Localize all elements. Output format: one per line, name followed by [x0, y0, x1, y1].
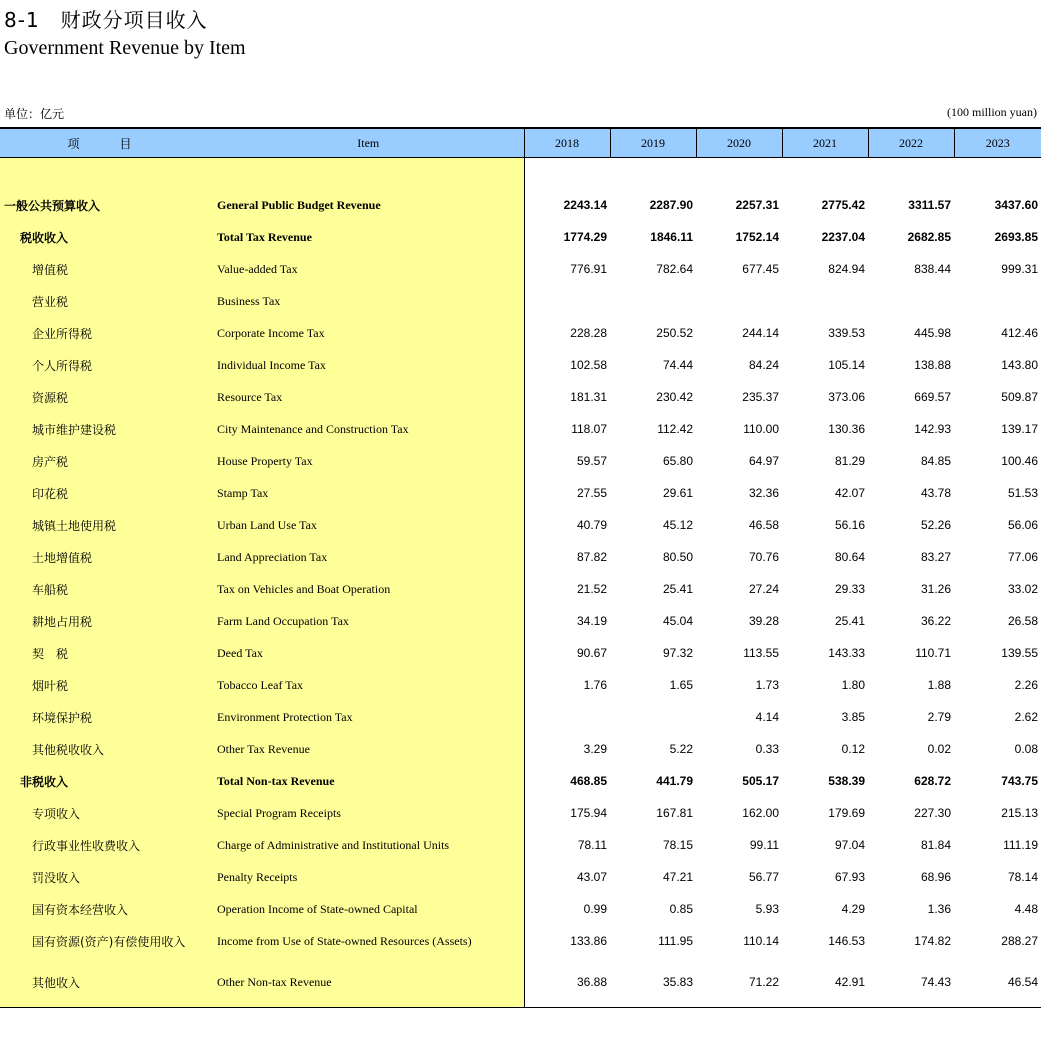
value-cell: 3.85	[841, 710, 865, 724]
value-cell: 97.32	[662, 646, 693, 660]
value-cell	[524, 701, 610, 733]
value-cell: 373.06	[828, 390, 865, 404]
value-cell: 81.84	[920, 838, 951, 852]
value-cell	[782, 285, 868, 317]
value-cell: 71.22	[696, 957, 782, 1008]
value-cell: 65.80	[662, 454, 693, 468]
header-year: 2023	[954, 128, 1041, 158]
row-label-cn: 其他收入	[0, 957, 213, 1008]
value-cell: 99.11	[749, 838, 779, 852]
value-cell: 2243.14	[563, 198, 607, 212]
row-label-en: Tobacco Leaf Tax	[213, 669, 524, 701]
value-cell: 130.36	[828, 422, 865, 436]
value-cell: 26.58	[1007, 614, 1038, 628]
row-label-cn: 房产税	[0, 445, 213, 477]
value-cell: 2775.42	[821, 198, 865, 212]
value-cell: 43.07	[576, 870, 607, 884]
value-cell: 0.99	[583, 902, 607, 916]
table-body	[0, 158, 1041, 1008]
header-year: 2021	[782, 128, 868, 158]
value-cell	[524, 285, 610, 317]
value-cell: 139.17	[1001, 422, 1038, 436]
row-label-cn: 非税收入	[0, 765, 213, 797]
value-cell: 83.27	[920, 550, 951, 564]
table-row	[0, 765, 1041, 797]
value-cell: 146.53	[828, 934, 865, 948]
value-cell: 174.82	[914, 934, 951, 948]
value-cell: 36.22	[920, 614, 951, 628]
row-label-en: Deed Tax	[213, 637, 524, 669]
table-row	[0, 445, 1041, 477]
row-label-cn: 专项收入	[0, 797, 213, 829]
value-cell: 4.14	[755, 710, 779, 724]
value-cell: 3437.60	[994, 198, 1038, 212]
value-cell: 110.71	[915, 646, 951, 660]
value-cell: 250.52	[656, 326, 693, 340]
row-label-en: Environment Protection Tax	[213, 701, 524, 733]
value-cell: 2.26	[1014, 678, 1038, 692]
table-row	[0, 573, 1041, 605]
value-cell: 97.04	[834, 838, 865, 852]
row-label-cn: 罚没收入	[0, 861, 213, 893]
value-cell: 1752.14	[735, 230, 779, 244]
table-row	[0, 733, 1041, 765]
row-label-en: Other Tax Revenue	[213, 733, 524, 765]
value-cell	[954, 285, 1041, 317]
row-label-en: Business Tax	[213, 285, 524, 317]
spacer-row	[0, 158, 1041, 190]
value-cell: 3.29	[583, 742, 607, 756]
value-cell: 25.41	[662, 582, 693, 596]
row-label-en: Resource Tax	[213, 381, 524, 413]
value-cell: 113.55	[743, 646, 779, 660]
table-row	[0, 477, 1041, 509]
value-cell: 824.94	[828, 262, 865, 276]
value-cell: 27.55	[576, 486, 607, 500]
row-label-en: Farm Land Occupation Tax	[213, 605, 524, 637]
row-label-cn: 车船税	[0, 573, 213, 605]
table-row	[0, 957, 1041, 1008]
table-row	[0, 701, 1041, 733]
value-cell: 112.42	[657, 422, 693, 436]
value-cell: 505.17	[742, 774, 779, 788]
row-label-cn: 资源税	[0, 381, 213, 413]
row-label-en: Other Non-tax Revenue	[213, 957, 524, 1008]
value-cell: 1.88	[927, 678, 951, 692]
value-cell: 74.44	[662, 358, 693, 372]
value-cell: 80.64	[834, 550, 865, 564]
value-cell: 110.00	[743, 422, 779, 436]
header-year: 2020	[696, 128, 782, 158]
row-label-cn: 契 税	[0, 637, 213, 669]
value-cell: 74.43	[868, 957, 954, 1008]
row-label-cn: 一般公共预算收入	[0, 189, 213, 221]
value-cell: 339.53	[828, 326, 865, 340]
value-cell: 5.22	[669, 742, 693, 756]
value-cell: 0.12	[841, 742, 865, 756]
unit-label-en: (100 million yuan)	[947, 105, 1037, 119]
table-row	[0, 221, 1041, 253]
row-label-en: Tax on Vehicles and Boat Operation	[213, 573, 524, 605]
value-cell: 230.42	[656, 390, 693, 404]
value-cell: 628.72	[914, 774, 951, 788]
table-row	[0, 637, 1041, 669]
value-cell	[610, 701, 696, 733]
value-cell: 64.97	[748, 454, 779, 468]
value-cell: 838.44	[914, 262, 951, 276]
value-cell: 39.28	[748, 614, 779, 628]
row-label-en: Penalty Receipts	[213, 861, 524, 893]
value-cell: 43.78	[920, 486, 951, 500]
row-label-en: Individual Income Tax	[213, 349, 524, 381]
row-label-cn: 增值税	[0, 253, 213, 285]
row-label-en: Total Tax Revenue	[213, 221, 524, 253]
value-cell: 84.24	[748, 358, 779, 372]
value-cell: 167.81	[656, 806, 693, 820]
row-label-cn: 行政事业性收费收入	[0, 829, 213, 861]
row-label-en: Land Appreciation Tax	[213, 541, 524, 573]
table-row	[0, 829, 1041, 861]
value-cell: 1.36	[927, 902, 951, 916]
value-cell: 78.11	[577, 838, 607, 852]
value-cell: 138.88	[914, 358, 951, 372]
value-cell: 1.65	[669, 678, 693, 692]
value-cell: 77.06	[1007, 550, 1038, 564]
value-cell: 40.79	[576, 518, 607, 532]
value-cell: 2682.85	[907, 230, 951, 244]
value-cell: 52.26	[920, 518, 951, 532]
value-cell: 776.91	[570, 262, 607, 276]
page-title-cn: 8-1 财政分项目收入	[4, 8, 208, 32]
value-cell: 2287.90	[649, 198, 693, 212]
value-cell: 215.13	[1001, 806, 1038, 820]
revenue-table	[0, 127, 1041, 1008]
value-cell: 27.24	[748, 582, 779, 596]
value-cell: 142.93	[914, 422, 951, 436]
row-label-cn: 耕地占用税	[0, 605, 213, 637]
header-item-en: Item	[213, 128, 524, 158]
value-cell: 445.98	[914, 326, 951, 340]
value-cell: 162.00	[742, 806, 779, 820]
value-cell: 87.82	[576, 550, 607, 564]
value-cell: 3311.57	[908, 198, 951, 212]
row-label-cn: 城镇土地使用税	[0, 509, 213, 541]
table-row	[0, 189, 1041, 221]
value-cell: 244.14	[742, 326, 779, 340]
table-row	[0, 413, 1041, 445]
value-cell: 111.19	[1003, 838, 1038, 852]
value-cell: 179.69	[828, 806, 865, 820]
row-label-en: City Maintenance and Construction Tax	[213, 413, 524, 445]
value-cell: 228.28	[570, 326, 607, 340]
value-cell	[696, 285, 782, 317]
table-row	[0, 381, 1041, 413]
row-label-en: General Public Budget Revenue	[213, 189, 524, 221]
row-label-en: House Property Tax	[213, 445, 524, 477]
value-cell: 412.46	[1001, 326, 1038, 340]
row-label-en: Total Non-tax Revenue	[213, 765, 524, 797]
row-label-cn: 城市维护建设税	[0, 413, 213, 445]
table-row	[0, 285, 1041, 317]
row-label-cn: 企业所得税	[0, 317, 213, 349]
value-cell: 4.29	[841, 902, 865, 916]
value-cell: 743.75	[1001, 774, 1038, 788]
value-cell: 46.54	[954, 957, 1041, 1008]
value-cell	[610, 285, 696, 317]
value-cell: 227.30	[914, 806, 951, 820]
unit-label-cn: 单位：亿元	[4, 107, 65, 121]
table-row	[0, 349, 1041, 381]
value-cell: 2.79	[927, 710, 951, 724]
value-cell: 441.79	[656, 774, 693, 788]
value-cell: 1846.11	[650, 230, 693, 244]
value-cell: 78.15	[662, 838, 693, 852]
row-label-cn: 国有资本经营收入	[0, 893, 213, 925]
page-title-en: Government Revenue by Item	[4, 37, 246, 59]
row-label-en: Operation Income of State-owned Capital	[213, 893, 524, 925]
value-cell: 677.45	[742, 262, 779, 276]
value-cell: 999.31	[1001, 262, 1038, 276]
value-cell: 47.21	[662, 870, 693, 884]
value-cell: 42.91	[782, 957, 868, 1008]
row-label-cn: 印花税	[0, 477, 213, 509]
value-cell: 2237.04	[821, 230, 865, 244]
row-label-en: Special Program Receipts	[213, 797, 524, 829]
value-cell: 29.33	[834, 582, 865, 596]
row-label-cn: 个人所得税	[0, 349, 213, 381]
header-year: 2022	[868, 128, 954, 158]
table-header-row	[0, 128, 1041, 158]
value-cell: 1774.29	[563, 230, 607, 244]
table-row	[0, 861, 1041, 893]
row-label-cn: 烟叶税	[0, 669, 213, 701]
table-row	[0, 925, 1041, 957]
value-cell: 70.76	[748, 550, 779, 564]
row-label-cn: 土地增值税	[0, 541, 213, 573]
value-cell: 133.86	[570, 934, 607, 948]
value-cell: 118.07	[571, 422, 607, 436]
value-cell: 33.02	[1007, 582, 1038, 596]
value-cell: 0.85	[669, 902, 693, 916]
header-year: 2018	[524, 128, 610, 158]
value-cell: 111.95	[658, 934, 693, 948]
value-cell: 782.64	[656, 262, 693, 276]
value-cell: 105.14	[828, 358, 865, 372]
header-item-cn: 项 目	[0, 128, 213, 158]
value-cell: 51.53	[1007, 486, 1038, 500]
value-cell: 181.31	[570, 390, 607, 404]
row-label-cn: 其他税收收入	[0, 733, 213, 765]
table-row	[0, 317, 1041, 349]
value-cell: 25.41	[834, 614, 865, 628]
revenue-table-container	[0, 127, 1041, 1008]
row-label-en: Charge of Administrative and Institutional Units	[213, 829, 524, 861]
value-cell: 143.80	[1001, 358, 1038, 372]
value-cell: 90.67	[576, 646, 607, 660]
value-cell: 175.94	[570, 806, 607, 820]
row-label-en: Value-added Tax	[213, 253, 524, 285]
value-cell: 669.57	[914, 390, 951, 404]
value-cell: 56.06	[1007, 518, 1038, 532]
table-row	[0, 893, 1041, 925]
value-cell: 0.33	[755, 742, 779, 756]
value-cell: 538.39	[828, 774, 865, 788]
value-cell: 235.37	[742, 390, 779, 404]
value-cell: 288.27	[1001, 934, 1038, 948]
value-cell: 31.26	[920, 582, 951, 596]
value-cell: 34.19	[576, 614, 607, 628]
value-cell: 2257.31	[735, 198, 779, 212]
value-cell: 67.93	[834, 870, 865, 884]
value-cell	[868, 285, 954, 317]
table-row	[0, 605, 1041, 637]
value-cell: 4.48	[1014, 902, 1038, 916]
value-cell: 139.55	[1001, 646, 1038, 660]
value-cell: 0.02	[927, 742, 951, 756]
value-cell: 45.04	[662, 614, 693, 628]
row-label-cn: 营业税	[0, 285, 213, 317]
row-label-cn: 环境保护税	[0, 701, 213, 733]
value-cell: 56.16	[834, 518, 865, 532]
row-label-en: Urban Land Use Tax	[213, 509, 524, 541]
value-cell: 36.88	[524, 957, 610, 1008]
row-label-cn: 税收收入	[0, 221, 213, 253]
value-cell: 1.76	[583, 678, 607, 692]
value-cell: 32.36	[748, 486, 779, 500]
row-label-en: Stamp Tax	[213, 477, 524, 509]
value-cell: 21.52	[576, 582, 607, 596]
value-cell: 110.14	[743, 934, 779, 948]
table-row	[0, 797, 1041, 829]
table-row	[0, 253, 1041, 285]
value-cell: 509.87	[1001, 390, 1038, 404]
value-cell: 59.57	[576, 454, 607, 468]
value-cell: 81.29	[834, 454, 865, 468]
row-label-en: Income from Use of State-owned Resources (Assets)	[213, 925, 524, 957]
value-cell: 29.61	[662, 486, 693, 500]
value-cell: 46.58	[748, 518, 779, 532]
value-cell: 1.80	[841, 678, 865, 692]
value-cell: 78.14	[1007, 870, 1038, 884]
value-cell: 1.73	[755, 678, 779, 692]
value-cell: 102.58	[570, 358, 607, 372]
value-cell: 42.07	[834, 486, 865, 500]
value-cell: 68.96	[920, 870, 951, 884]
value-cell: 35.83	[610, 957, 696, 1008]
table-row	[0, 509, 1041, 541]
value-cell: 5.93	[755, 902, 779, 916]
value-cell: 100.46	[1001, 454, 1038, 468]
value-cell: 0.08	[1014, 742, 1038, 756]
value-cell: 143.33	[828, 646, 865, 660]
table-row	[0, 669, 1041, 701]
value-cell: 2693.85	[994, 230, 1038, 244]
value-cell: 56.77	[748, 870, 779, 884]
header-year: 2019	[610, 128, 696, 158]
value-cell: 2.62	[1014, 710, 1038, 724]
value-cell: 84.85	[920, 454, 951, 468]
table-row	[0, 541, 1041, 573]
row-label-en: Corporate Income Tax	[213, 317, 524, 349]
value-cell: 468.85	[570, 774, 607, 788]
value-cell: 45.12	[662, 518, 693, 532]
row-label-cn: 国有资源(资产)有偿使用收入	[0, 925, 213, 957]
value-cell: 80.50	[662, 550, 693, 564]
